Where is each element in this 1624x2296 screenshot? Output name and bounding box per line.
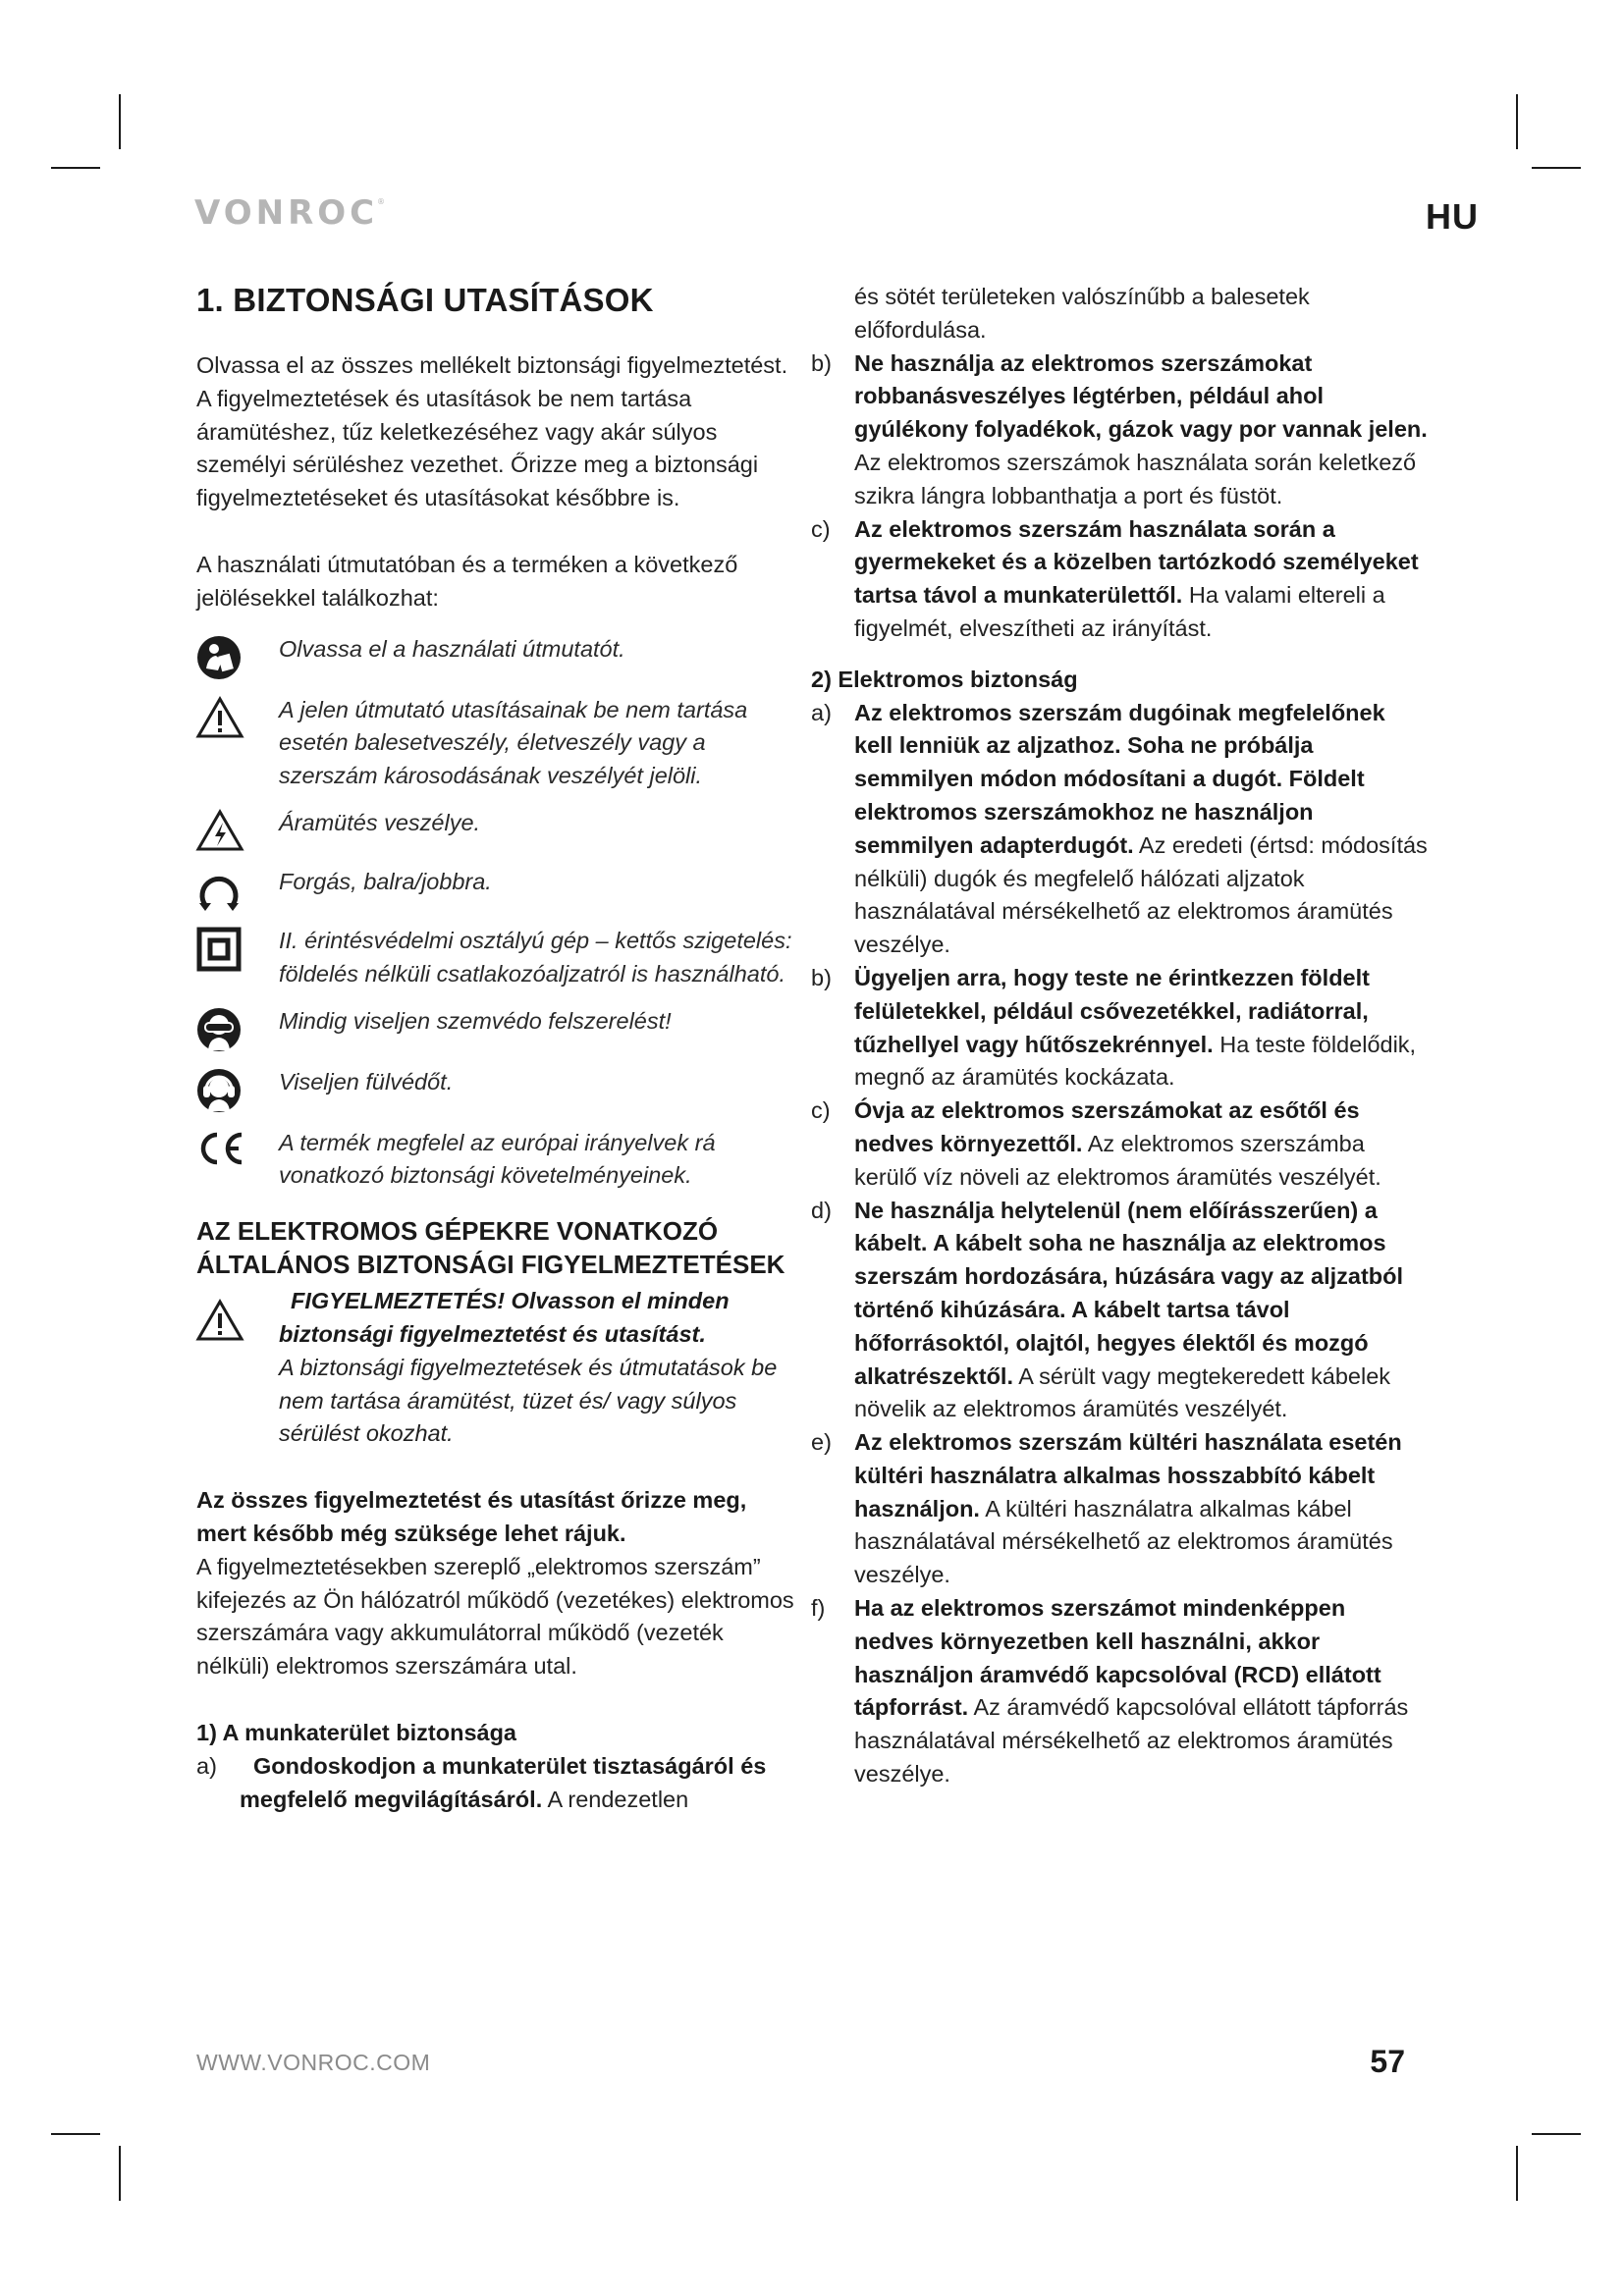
crop-mark: [119, 2146, 121, 2201]
double-insulation-icon: [196, 927, 245, 972]
work-area-title: 1) A munkaterület biztonsága: [196, 1719, 517, 1745]
list-item-text: és sötét területeken valószínűbb a balesetek előfordulása.: [854, 284, 1310, 343]
symbol-row: [196, 866, 795, 911]
list-item-text: Az eredeti (értsd: módosítás nélküli) dugók és megfelelő hálózati aljzatok használatával mérsékelhető az elektromos áramütés veszélye.: [854, 831, 1428, 958]
symbol-row: [196, 633, 795, 680]
list-item: [811, 513, 1430, 646]
svg-text:®: ®: [377, 197, 385, 206]
symbol-text: Viseljen fülvédőt.: [279, 1068, 454, 1095]
symbol-text: Olvassa el a használati útmutatót.: [279, 635, 625, 662]
left-column: [196, 281, 795, 1816]
crop-mark: [51, 167, 100, 169]
warning-triangle-icon: [196, 1299, 245, 1342]
symbol-row: [196, 694, 795, 793]
list-item-text: A rendezetlen: [547, 1786, 689, 1812]
symbol-row: [196, 807, 795, 852]
list-item-bold: Az elektromos szerszám használata során a gyermekeket és a közelben tartózkodó személyeket tartsa távol a munkaterülettől.: [854, 515, 1419, 609]
keep-instructions-text: A figyelmeztetésekben szereplő „elektromos szerszám” kifejezés az Ön hálózatról működő (vezetékes) elektromos szerszámára vagy akkumulátorral működő (vezeték nélküli) elektromos szerszámára utal.: [196, 1553, 794, 1680]
read-manual-icon: [196, 635, 245, 680]
list-item-bold: Ne használja az elektromos szerszámokat robbanásveszélyes légtérben, például ahol gyúlékony folyadékok, gázok vagy por vannak jelen.: [854, 349, 1428, 443]
warning-bold-text: FIGYELMEZTETÉS! Olvasson el minden biztonsági figyelmeztetést és utasítást.: [279, 1288, 730, 1347]
list-item-bold: Ne használja helytelenül (nem előírásszerűen) a kábelt. A kábelt soha ne használja az elektromos szerszám hordozására, húzására vagy az aljzatból történő kihúzására. A kábelt tartsa távol hőforrásoktól, olajtól, hegyes élektől és mozgó alkatrészektől.: [854, 1197, 1404, 1389]
crop-mark: [1516, 2146, 1518, 2201]
warning-text: A biztonsági figyelmeztetések és útmutatások be nem tartása áramütést, tüzet és/ vagy súlyos sérülést okozhat.: [279, 1354, 778, 1447]
ear-protection-icon: [196, 1068, 245, 1113]
crop-mark: [51, 2133, 100, 2135]
list-item-text: Ha valami eltereli a figyelmét, elveszítheti az irányítást.: [854, 582, 1385, 641]
list-item-text: Az elektromos szerszámok használata során keletkező szikra lángra lobbanthatja a port és füstöt.: [854, 449, 1417, 508]
symbol-text: Mindig viseljen szemvédo felszerelést!: [279, 1007, 672, 1034]
symbol-row: [196, 1005, 795, 1052]
list-item: [811, 1426, 1430, 1592]
keep-instructions-bold: Az összes figyelmeztetést és utasítást őrizze meg, mert később még szüksége lehet rájuk.: [196, 1487, 747, 1546]
warning-box: [196, 1285, 795, 1451]
symbol-row: [196, 1127, 795, 1194]
list-item-text: A kültéri használatra alkalmas kábel használatával mérsékelhető az elektromos áramütés veszélye.: [854, 1495, 1393, 1588]
list-item-bold: Az elektromos szerszám kültéri használata esetén kültéri használatra alkalmas hosszabbító kábelt használjon.: [854, 1429, 1402, 1522]
electrical-safety-title: 2) Elektromos biztonság: [811, 666, 1078, 692]
ce-mark-icon: [196, 1129, 245, 1168]
list-item-label: f): [811, 1595, 826, 1622]
warning-triangle-icon: [196, 696, 245, 739]
symbol-row: [196, 1066, 795, 1113]
rotation-icon: [196, 868, 245, 911]
list-item: [811, 697, 1430, 962]
list-item: [811, 1592, 1430, 1791]
symbol-text: Forgás, balra/jobbra.: [279, 868, 492, 894]
crop-mark: [1516, 94, 1518, 149]
crop-mark: [119, 94, 121, 149]
list-item-bold: Ügyeljen arra, hogy teste ne érintkezzen földelt felületekkel, például csővezetékkel, radiátorral, tűzhellyel vagy hűtőszekrénnyel.: [854, 964, 1370, 1057]
list-item: [196, 1750, 795, 1817]
list-item-label: b): [811, 964, 832, 990]
crop-mark: [1532, 167, 1581, 169]
list-item-bold: Gondoskodjon a munkaterület tisztaságáról és megfelelő megvilágításáról.: [240, 1752, 767, 1812]
section-title: 1. BIZTONSÁGI UTASÍTÁSOK: [196, 282, 654, 318]
list-item-bold: Óvja az elektromos szerszámokat az esőtől és nedves környezettől.: [854, 1097, 1360, 1156]
list-item-text: Az áramvédő kapcsolóval ellátott tápforrás használatával mérsékelhető az elektromos áramütés veszélye.: [854, 1694, 1409, 1788]
symbol-text: II. érintésvédelmi osztályú gép – kettős szigetelés: földelés nélküli csatlakozóaljzatról is használható.: [279, 927, 792, 987]
brand-logo: [194, 193, 385, 233]
list-item-text: Ha teste földelődik, megnő az áramütés kockázata.: [854, 1031, 1417, 1091]
list-item-label: d): [811, 1197, 832, 1223]
symbol-text: A termék megfelel az európai irányelvek rá vonatkozó biztonsági követelményeinek.: [279, 1129, 716, 1189]
footer-url: WWW.VONROC.COM: [196, 2050, 431, 2075]
symbol-text: Áramütés veszélye.: [279, 809, 481, 835]
list-item: [811, 281, 1430, 347]
list-item: [811, 1095, 1430, 1194]
list-item-label: c): [811, 1097, 831, 1124]
symbol-row: [196, 925, 795, 991]
list-item: [811, 347, 1430, 513]
list-item-label: c): [811, 515, 831, 542]
list-item-bold: Ha az elektromos szerszámot mindenképpen nedves környezetben kell használni, akkor használjon áramvédő kapcsolóval (RCD) ellátott tápforrást.: [854, 1595, 1381, 1721]
crop-mark: [1532, 2133, 1581, 2135]
list-item-label: b): [811, 349, 832, 376]
list-item-label: a): [811, 699, 832, 725]
page-number: 57: [1370, 2044, 1405, 2079]
right-column: [811, 281, 1430, 1791]
brand-logo-text: VONROC: [194, 193, 379, 233]
eye-protection-icon: [196, 1007, 245, 1052]
list-item: [811, 1195, 1430, 1427]
electric-shock-icon: [196, 809, 245, 852]
list-item-label: e): [811, 1429, 832, 1456]
list-item-text: Az elektromos szerszámba kerülő víz növeli az elektromos áramütés veszélyét.: [854, 1130, 1381, 1190]
general-warnings-title: AZ ELEKTROMOS GÉPEKRE VONATKOZÓ ÁLTALÁNOS BIZTONSÁGI FIGYELMEZTETÉSEK: [196, 1216, 785, 1280]
language-code: HU: [1426, 196, 1479, 237]
symbol-text: A jelen útmutató utasításainak be nem tartása esetén balesetveszély, életveszély vagy a szerszám károsodásának veszélyét jelöli.: [279, 696, 748, 789]
intro-paragraph: Olvassa el az összes mellékelt biztonsági figyelmeztetést. A figyelmeztetések és utasítások be nem tartása áramütéshez, tűz keletkezéséhez vagy akár súlyos személyi sérüléshez vezethet. Őrizze meg a biztonsági figyelmeztetéseket és utasításokat későbbre is.: [196, 352, 788, 511]
symbols-intro: A használati útmutatóban és a terméken a következő jelölésekkel találkozhat:: [196, 551, 738, 611]
list-item-label: a): [196, 1752, 217, 1779]
list-item: [811, 962, 1430, 1095]
list-item-bold: Az elektromos szerszám dugóinak megfelelőnek kell lenniük az aljzathoz. Soha ne próbálja semmilyen módon módosítani a dugót. Földelt elektromos szerszámokhoz ne használjon semmilyen adapterdugót.: [854, 699, 1385, 858]
list-item-text: A sérült vagy megtekeredett kábelek növelik az elektromos áramütés veszélyét.: [854, 1362, 1391, 1422]
